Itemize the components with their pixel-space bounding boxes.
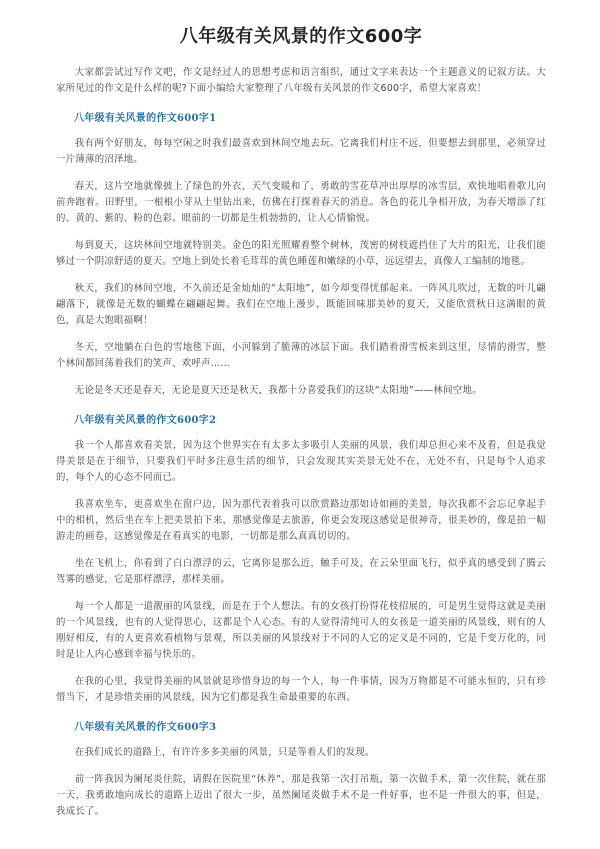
paragraph: 我一个人都喜欢看美景，因为这个世界实在有太多太多吸引人美丽的风景，我们却总担心来不及看，但是我觉得美景是在于细节，只要我们平时多注意生活的细节，只会发现其实美景无处不在，无处不有，只是每个人追求的，每个人的心态不同而已。 — [56, 440, 546, 483]
paragraph: 无论是冬天还是春天，无论是夏天还是秋天，我都十分喜爱我们的这块“太阳地”——林间空地。 — [74, 385, 482, 396]
intro-paragraph: 大家都尝试过写作文吧，作文是经过人的思想考虑和语言组织，通过文字来表达一个主题意义的记叙方法。大家所见过的作文是什么样的呢?下面小编给大家整理了八年级有关风景的作文600字，希望大家喜欢！ — [56, 67, 546, 94]
paragraph: 在我们成长的道路上，有许许多多美丽的风景，只是等着人们的发现。 — [74, 747, 375, 758]
paragraph: 春天，这片空地就像披上了绿色的外衣，天气变暖和了，勇敢的雪花草冲出厚厚的冰雪层，欢快地唱着歌儿向前奔跑着。田野里，一根根小芽从土里钻出来，仿佛在打探着春天的消息。各色的花儿争相开放，为春天增添了红的、黄的、紫的、粉的色彩。眼前的一切都是生机勃勃的，让人心情愉悦。 — [56, 181, 546, 224]
paragraph: 每到夏天，这块林间空地就特别美。金色的阳光照耀着整个树林，茂密的树枝遮挡住了大片的阳光，让我们能够过一个阴凉舒适的夏天。空地上到处长着毛茸茸的黄色睡莲和嫩绿的小草，远远望去，真像人工编制的地毯。 — [56, 240, 546, 267]
paragraph: 我有两个好朋友，每每空闲之时我们最喜欢到林间空地去玩。它离我们村庄不远，但要想去到那里，必须穿过一片薄薄的沼泽地。 — [56, 138, 546, 165]
paragraph: 我喜欢坐车，更喜欢坐在窗户边，因为那代表着我可以欣赏路边那如诗如画的美景，每次我都不会忘记拿起手中的相机，然后坐在车上把美景拍下来，那感觉像是去旅游，你更会发现这感觉是很神奇，很美妙的，像是拍一幅游走的画卷，这感觉像是在看真实的电影，一切都是那么真真切切的。 — [56, 499, 546, 542]
paragraph: 前一阵我因为阑尾炎住院，请假在医院里“休养”，那是我第一次打吊瓶，第一次做手术，第一次住院，就在那一天，我勇敢地向成长的道路上迈出了很大一步，虽然阑尾炎做手术不是一件好事，也不是一件很大的事，但是，我成长了。 — [56, 774, 546, 817]
paragraph: 每一个人都是一道靓丽的风景线，而是在于个人想法。有的女孩打扮得花枝招展的，可是男生觉得这就是美丽的一个风景线，也有的人觉得思心，这都是个人心态。有的人觉得清纯可人的女孩是一道美丽的风景线，则有的人刚好相反，有的人更喜欢看植物与景观，所以美丽的风景线对于不同的人它的定义是不同的，它是千变万化的，同时是让人内心感到幸福与快乐的。 — [56, 601, 546, 660]
section-heading: 八年级有关风景的作文600字3 — [74, 722, 217, 733]
page-title: 八年级有关风景的作文600字 — [179, 26, 423, 47]
paragraph: 秋天，我们的林间空地，不久前还是金灿灿的“太阳地”，如今却变得忧郁起来。一阵风儿吹过，无数的叶儿翩翩落下，就像是无数的蝴蝶在翩翩起舞。我们在空地上漫步，既能回味那美妙的夏天，又能欣赏秋日这满眼的黄色，真是大饱眼福啊！ — [56, 283, 546, 326]
paragraph: 坐在飞机上，你看到了白白漂浮的云，它离你是那么近，触手可及，在云朵里面飞行，似乎真的感受到了腾云驾雾的感觉，它是那样漂浮，那样美丽。 — [56, 558, 546, 585]
essay-section-1 — [56, 109, 546, 399]
section-heading: 八年级有关风景的作文600字1 — [74, 113, 217, 124]
section-heading: 八年级有关风景的作文600字2 — [74, 415, 217, 426]
essay-section-3 — [56, 718, 546, 820]
paragraph: 冬天，空地躺在白色的雪地毯下面，小河躲到了脆薄的冰层下面。我们踏着滑雪板来到这里，尽情的滑雪，整个林间都回荡着我们的笑声、欢呼声…… — [56, 342, 546, 369]
essay-section-2 — [56, 411, 546, 706]
paragraph: 在我的心里，我觉得美丽的风景就是珍惜身边的每一个人，每一件事情，因为万物都是不可能永恒的，只有珍惜当下，才是珍惜美丽的风景线，因为它们都是我生命最重要的东西。 — [56, 676, 546, 703]
